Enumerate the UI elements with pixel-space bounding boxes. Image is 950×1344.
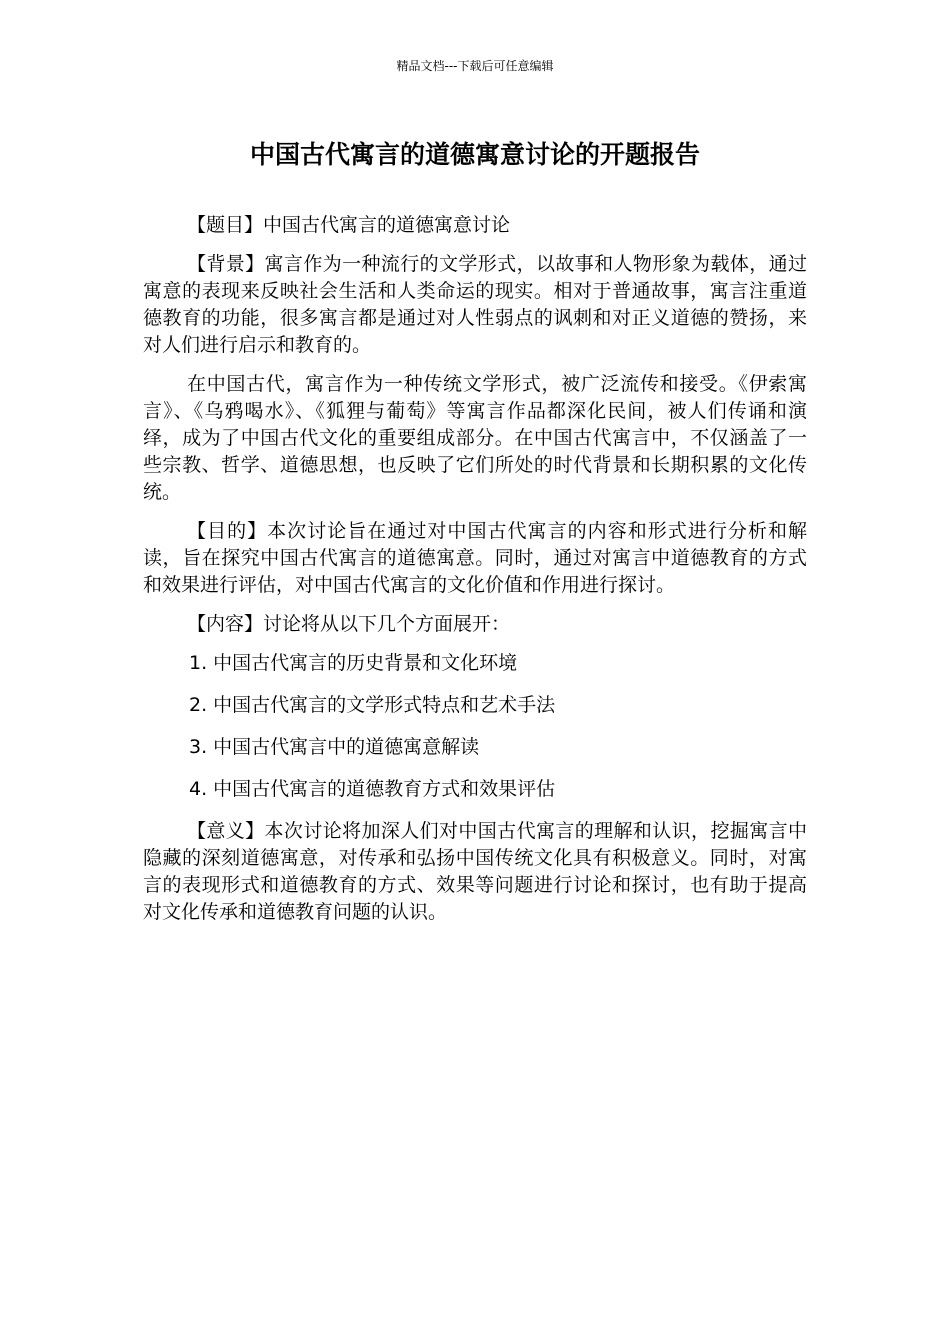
background-continued-paragraph: 在中国古代，寓言作为一种传统文学形式，被广泛流传和接受。《伊索寓言》、《乌鸦喝水》、《狐狸与葡萄》等寓言作品都深化民间，被人们传诵和演绎，成为了中国古代文化的重要组成部分。在中国古代寓言中，不仅涵盖了一些宗教、哲学、道德思想，也反映了它们所处的时代背景和长期积累的文化传统。 (143, 373, 807, 503)
document-title: 中国古代寓言的道德寓意讨论的开题报告 (249, 140, 700, 169)
list-item: 4. 中国古代寓言的道德教育方式和效果评估 (189, 778, 556, 800)
topic-paragraph: 【题目】中国古代寓言的道德寓意讨论 (187, 214, 511, 236)
content-list (143, 650, 807, 803)
list-item: 2. 中国古代寓言的文学形式特点和艺术手法 (189, 694, 556, 716)
list-item: 1. 中国古代寓言的历史背景和文化环境 (189, 652, 518, 674)
list-item: 3. 中国古代寓言中的道德寓意解读 (189, 736, 480, 758)
content-intro-paragraph: 【内容】讨论将从以下几个方面展开： (187, 613, 511, 635)
document-body (143, 212, 807, 938)
purpose-paragraph: 【目的】本次讨论旨在通过对中国古代寓言的内容和形式进行分析和解读，旨在探究中国古代寓言的道德寓意。同时，通过对寓言中道德教育的方式和效果进行评估，对中国古代寓言的文化价值和作用进行探讨。 (143, 520, 807, 596)
significance-paragraph: 【意义】本次讨论将加深人们对中国古代寓言的理解和认识，挖掘寓言中隐藏的深刻道德寓意，对传承和弘扬中国传统文化具有积极意义。同时，对寓言的表现形式和道德教育的方式、效果等问题进行讨论和探讨，也有助于提高对文化传承和道德教育问题的认识。 (143, 820, 807, 923)
page-header-note: 精品文档---下载后可任意编辑 (396, 59, 554, 73)
background-paragraph: 【背景】寓言作为一种流行的文学形式，以故事和人物形象为载体，通过寓意的表现来反映社会生活和人类命运的现实。相对于普通故事，寓言注重道德教育的功能，很多寓言都是通过对人性弱点的讽刺和对正义道德的赞扬，来对人们进行启示和教育的。 (143, 253, 807, 356)
